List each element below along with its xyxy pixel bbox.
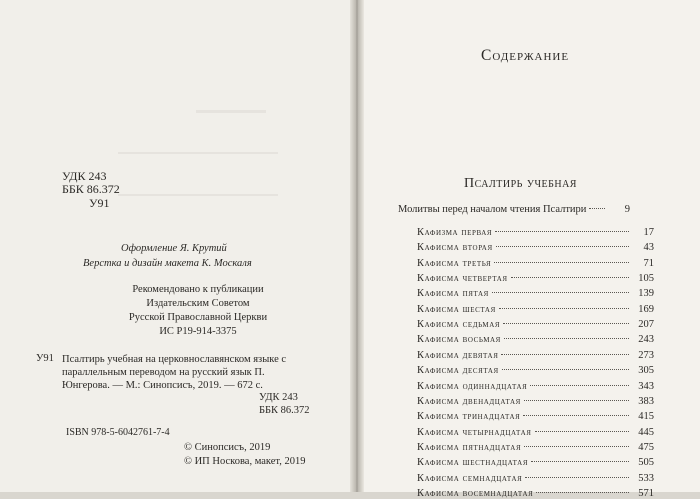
toc-entry-label: Кафисма вторая	[417, 242, 493, 254]
toc-entry	[417, 427, 654, 438]
toc-leader-dots	[502, 369, 629, 370]
recommendation-line: Рекомендовано к публикации	[132, 284, 264, 295]
toc-leader-dots	[496, 246, 629, 247]
toc-entry-page: 505	[638, 457, 654, 469]
toc-entry	[417, 473, 654, 484]
toc-entry-label: Кафисма пятнадцатая	[417, 441, 522, 453]
copyright-publisher: © Синопсисъ, 2019	[184, 442, 271, 453]
show-through-ghost	[118, 152, 278, 196]
toc-entry-label: Кафисма восемнадцатая	[417, 487, 534, 499]
bbk-code-top: ББК 86.372	[62, 182, 120, 196]
toc-entry	[417, 365, 654, 376]
toc-leader-dots	[499, 308, 629, 309]
toc-entry-label: Кафисма семнадцатая	[417, 472, 523, 484]
udk-code-bottom: УДК 243	[259, 392, 298, 403]
toc-entry-label: Кафисма четырнадцатая	[417, 426, 532, 438]
toc-leader-dots	[535, 431, 629, 432]
toc-entry-label: Кафисма двенадцатая	[417, 395, 521, 407]
toc-entry-label: Кафисма шестнадцатая	[417, 457, 529, 469]
toc-entry-page: 383	[638, 395, 654, 407]
toc-entry	[417, 396, 654, 407]
toc-leader-dots	[524, 400, 629, 401]
toc-entry	[417, 442, 654, 453]
credit-layout: Верстка и дизайн макета К. Москаля	[83, 258, 252, 269]
toc-entry-label: Кафисма тринадцатая	[417, 411, 521, 423]
recommendation-line: Русской Православной Церкви	[128, 312, 268, 323]
toc-entry	[417, 488, 654, 499]
toc-entry-label: Кафисма четвертая	[417, 273, 508, 285]
toc-leader-dots	[492, 292, 629, 293]
toc-leader-dots	[530, 385, 629, 386]
book-gutter	[350, 0, 364, 492]
toc-entry-page: 343	[638, 380, 654, 392]
toc-entry-label: Кафизма первая	[417, 227, 493, 238]
toc-leader-dots	[524, 446, 629, 447]
toc-leader-dots	[494, 262, 629, 263]
toc-entry	[417, 258, 654, 269]
show-through-ghost	[196, 110, 266, 131]
toc-entry-page: 9	[624, 204, 630, 215]
toc-entry-page: 533	[638, 472, 654, 484]
toc-entry	[417, 304, 654, 315]
toc-entry-label: Кафисма пятая	[417, 288, 489, 300]
toc-entry-page: 17	[643, 227, 654, 238]
toc-leader-dots	[531, 461, 629, 462]
toc-leader-dots	[523, 415, 629, 416]
toc-entry-page: 571	[638, 487, 654, 499]
toc-entry	[417, 288, 654, 299]
toc-entry-page: 445	[638, 426, 654, 438]
toc-entry-page: 475	[638, 441, 654, 453]
toc-entry-page: 243	[638, 334, 654, 346]
toc-leader-dots	[525, 477, 629, 478]
credit-design: Оформление Я. Крутий	[121, 243, 227, 254]
toc-entry-page: 169	[638, 303, 654, 315]
toc-entry	[398, 204, 630, 215]
toc-leader-dots	[589, 208, 605, 209]
toc-entry-label: Кафисма девятая	[417, 349, 499, 361]
toc-entry-label: Кафисма шестая	[417, 303, 496, 315]
isbn: ISBN 978-5-6042761-7-4	[66, 427, 170, 438]
bbk-code-bottom: ББК 86.372	[259, 405, 310, 416]
toc-entry	[417, 381, 654, 392]
toc-entry-page: 43	[643, 242, 654, 254]
section-title: Псалтирь учебная	[464, 176, 577, 191]
copyright-layout: © ИП Носкова, макет, 2019	[184, 456, 306, 467]
toc-entry-page: 415	[638, 411, 654, 423]
recommendation-line: ИС Р19-914-3375	[159, 326, 237, 337]
toc-entry	[417, 319, 654, 330]
publication-recommendation	[118, 283, 278, 339]
author-mark-top: У91	[89, 196, 110, 210]
biblio-key: У91	[36, 353, 54, 364]
toc-entry	[417, 350, 654, 361]
toc-entry-label: Кафисма третья	[417, 257, 492, 269]
udk-code-top: УДК 243	[62, 169, 107, 183]
toc-entry	[417, 457, 654, 468]
contents-title: Содержание	[481, 47, 570, 64]
toc-leader-dots	[495, 231, 629, 232]
bibliographic-record: Псалтирь учебная на церковнославянском языке с параллельным переводом на русский язык П. Юнгерова. — М.: Синопсисъ, 2019. — 672 с.	[62, 354, 287, 391]
toc-entry-page: 139	[638, 288, 654, 300]
toc-entry-label: Молитвы перед началом чтения Псалтири	[398, 204, 587, 215]
toc-entry-label: Кафисма одиннадцатая	[417, 380, 528, 392]
toc-leader-dots	[511, 277, 629, 278]
toc-entry	[417, 411, 654, 422]
toc-entry-page: 207	[638, 319, 654, 331]
recommendation-line: Издательским Советом	[146, 298, 250, 309]
toc-entry-label: Кафисма седьмая	[417, 319, 501, 331]
toc-entry-page: 105	[638, 273, 654, 285]
toc-entry-page: 305	[638, 365, 654, 377]
toc-entry	[417, 242, 654, 253]
toc-entry-label: Кафисма восьмая	[417, 334, 501, 346]
toc-leader-dots	[501, 354, 629, 355]
toc-entry	[417, 227, 654, 238]
toc-entry	[417, 273, 654, 284]
toc-entry-label: Кафисма десятая	[417, 365, 499, 377]
toc-entry-page: 273	[638, 349, 654, 361]
toc-entry	[417, 334, 654, 345]
toc-leader-dots	[536, 492, 629, 493]
toc-leader-dots	[504, 338, 629, 339]
toc-leader-dots	[503, 323, 629, 324]
toc-entry-page: 71	[643, 257, 654, 269]
